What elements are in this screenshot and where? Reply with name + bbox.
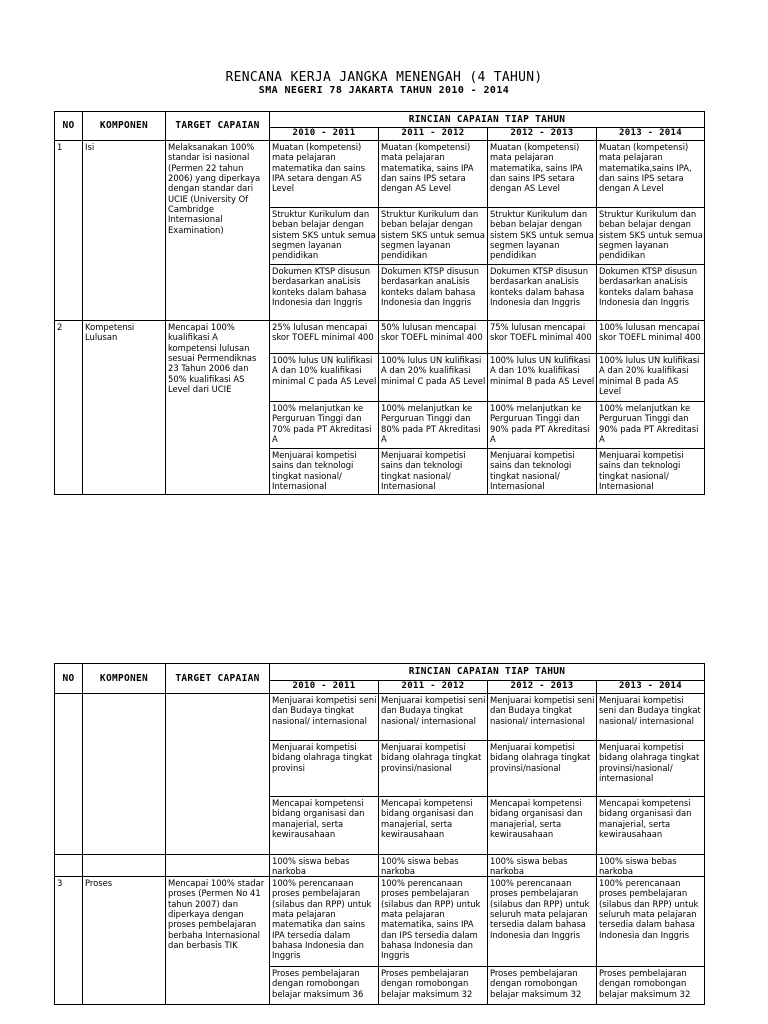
table-cell: 100% perencanaan proses pembelajaran (silabus dan RPP) untuk mata pelajaran matematika, sains IPA dan IPS tersedia dalam bahasa Indonesia dan Inggris	[379, 877, 488, 967]
table-cell: Mencapai kompetensi bidang organisasi dan manajerial, serta kewirausahaan	[597, 797, 705, 855]
row-number: 3	[55, 877, 83, 1005]
table-cell: Menjuarai kompetisi seni dan Budaya tingkat nasional/ internasional	[597, 694, 705, 741]
header-year: 2013 - 2014	[597, 128, 705, 141]
header-year: 2011 - 2012	[379, 681, 488, 694]
table-cell: 100% lulusan mencapai skor TOEFL minimal 400	[597, 321, 705, 354]
row-target: Melaksanakan 100% standar isi nasional (Permen 22 tahun 2006) yang diperkaya dengan standar dari UCIE (University Of Cambridge Internasional Examination)	[166, 141, 270, 321]
document-title: RENCANA KERJA JANGKA MENENGAH (4 TAHUN)	[225, 70, 543, 85]
table-cell: 50% lulusan mencapai skor TOEFL minimal 400	[379, 321, 488, 354]
document-subtitle: SMA NEGERI 78 JAKARTA TAHUN 2010 - 2014	[258, 85, 510, 96]
table-cell: Menjuarai kompetisi sains dan teknologi tingkat nasional/ Internasional	[488, 449, 597, 495]
table-cell: Menjuarai kompetisi seni dan Budaya tingkat nasional/ internasional	[379, 694, 488, 741]
table-cell: 100% melanjutkan ke Perguruan Tinggi dan 90% pada PT Akreditasi A	[488, 402, 597, 449]
table-cell: Menjuarai kompetisi sains dan teknologi tingkat nasional/ Internasional	[270, 449, 379, 495]
header-komponen: KOMPONEN	[83, 664, 166, 694]
table-cell: 100% melanjutkan ke Perguruan Tinggi dan 70% pada PT Akreditasi A	[270, 402, 379, 449]
table-cell: Menjuarai kompetisi seni dan Budaya tingkat nasional/ internasional	[488, 694, 597, 741]
row-target	[166, 694, 270, 855]
table-cell: Menjuarai kompetisi bidang olahraga tingkat provinsi	[270, 741, 379, 797]
table-cell: Proses pembelajaran dengan romobongan belajar maksimum 32	[379, 967, 488, 1005]
table-cell: 100% melanjutkan ke Perguruan Tinggi dan 90% pada PT Akreditasi A	[597, 402, 705, 449]
table-cell: 100% siswa bebas narkoba	[597, 855, 705, 877]
table-cell: 100% siswa bebas narkoba	[270, 855, 379, 877]
row-target: Mencapai 100% kualifikasi A kompetensi lulusan sesuai Permendiknas 23 Tahun 2006 dan 50% kualifikasi AS Level dari UCIE	[166, 321, 270, 495]
header-target: TARGET CAPAIAN	[166, 664, 270, 694]
table-cell: 25% lulusan mencapai skor TOEFL minimal 400	[270, 321, 379, 354]
table-cell: Muatan (kompetensi) mata pelajaran matematika, sains IPA dan sains IPS setara dengan AS Level	[379, 141, 488, 208]
table-cell: 100% perencanaan proses pembelajaran (silabus dan RPP) untuk mata pelajaran matematika dan sains IPA tersedia dalam bahasa Indonesia dan Inggris	[270, 877, 379, 967]
table-cell: Menjuarai kompetisi bidang olahraga tingkat provinsi/nasional/ internasional	[597, 741, 705, 797]
row-komponen: Proses	[83, 877, 166, 1005]
table-cell: 75% lulusan mencapai skor TOEFL minimal 400	[488, 321, 597, 354]
table-cell: Dokumen KTSP disusun berdasarkan anaLisis konteks dalam bahasa Indonesia dan Inggris	[379, 265, 488, 321]
row-komponen	[83, 855, 166, 877]
header-year: 2013 - 2014	[597, 681, 705, 694]
table-cell: Struktur Kurikulum dan beban belajar dengan sistem SKS untuk semua segmen layanan pendidikan	[597, 208, 705, 265]
header-rincian: RINCIAN CAPAIAN TIAP TAHUN	[270, 112, 705, 128]
plan-table-page-2	[54, 663, 705, 1005]
table-cell: 100% perencanaan proses pembelajaran (silabus dan RPP) untuk seluruh mata pelajaran tersedia dalam bahasa Indonesia dan Inggris	[597, 877, 705, 967]
header-komponen: KOMPONEN	[83, 112, 166, 141]
row-komponen: Isi	[83, 141, 166, 321]
table-cell: Proses pembelajaran dengan romobongan belajar maksimum 36	[270, 967, 379, 1005]
header-year: 2011 - 2012	[379, 128, 488, 141]
table-cell: Mencapai kompetensi bidang organisasi dan manajerial, serta kewirausahaan	[379, 797, 488, 855]
header-rincian: RINCIAN CAPAIAN TIAP TAHUN	[270, 664, 705, 681]
table-cell: Proses pembelajaran dengan romobongan belajar maksimum 32	[488, 967, 597, 1005]
header-target: TARGET CAPAIAN	[166, 112, 270, 141]
table-cell: 100% siswa bebas narkoba	[379, 855, 488, 877]
table-cell: Muatan (kompetensi) mata pelajaran matematika,sains IPA, dan sains IPS setara dengan A Level	[597, 141, 705, 208]
table-cell: Menjuarai kompetisi bidang olahraga tingkat provinsi/nasional	[379, 741, 488, 797]
table-cell: Struktur Kurikulum dan beban belajar dengan sistem SKS untuk semua segmen layanan pendidikan	[379, 208, 488, 265]
table-cell: Menjuarai kompetisi seni dan Budaya tingkat nasional/ internasional	[270, 694, 379, 741]
table-cell: Menjuarai kompetisi bidang olahraga tingkat provinsi/nasional	[488, 741, 597, 797]
plan-table-page-1	[54, 111, 705, 495]
table-cell: 100% perencanaan proses pembelajaran (silabus dan RPP) untuk seluruh mata pelajaran tersedia dalam bahasa Indonesia dan Inggris	[488, 877, 597, 967]
table-cell: 100% lulus UN kulifikasi A dan 10% kualifikasi minimal C pada AS Level	[270, 354, 379, 402]
table-cell: Menjuarai kompetisi sains dan teknologi tingkat nasional/ Internasional	[379, 449, 488, 495]
row-number: 2	[55, 321, 83, 495]
header-no: NO	[55, 112, 83, 141]
header-year: 2012 - 2013	[488, 681, 597, 694]
header-year: 2010 - 2011	[270, 128, 379, 141]
row-number	[55, 694, 83, 855]
table-cell: 100% lulus UN kulifikasi A dan 20% kualifikasi minimal C pada AS Level	[379, 354, 488, 402]
table-cell: Struktur Kurikulum dan beban belajar dengan sistem SKS untuk semua segmen layanan pendidikan	[270, 208, 379, 265]
table-cell: 100% lulus UN kulifikasi A dan 10% kualifikasi minimal B pada AS Level	[488, 354, 597, 402]
row-target: Mencapai 100% stadar proses (Permen No 41 tahun 2007) dan diperkaya dengan proses pembelajaran berbaha Internasional dan berbasis TIK	[166, 877, 270, 1005]
table-cell: 100% siswa bebas narkoba	[488, 855, 597, 877]
row-komponen	[83, 694, 166, 855]
row-target	[166, 855, 270, 877]
table-cell: Dokumen KTSP disusun berdasarkan anaLisis konteks dalam bahasa Indonesia dan Inggris	[597, 265, 705, 321]
table-cell: Proses pembelajaran dengan romobongan belajar maksimum 32	[597, 967, 705, 1005]
header-no: NO	[55, 664, 83, 694]
table-cell: Dokumen KTSP disusun berdasarkan anaLisis konteks dalam bahasa Indonesia dan Inggris	[488, 265, 597, 321]
table-cell: Menjuarai kompetisi sains dan teknologi tingkat nasional/ Internasional	[597, 449, 705, 495]
table-cell: Muatan (kompetensi) mata pelajaran matematika, sains IPA dan sains IPS setara dengan AS Level	[488, 141, 597, 208]
table-cell: 100% lulus UN kulifikasi A dan 20% kualifikasi minimal B pada AS Level	[597, 354, 705, 402]
table-cell: Mencapai kompetensi bidang organisasi dan manajerial, serta kewirausahaan	[488, 797, 597, 855]
table-cell: Muatan (kompetensi) mata pelajaran matematika dan sains IPA setara dengan AS Level	[270, 141, 379, 208]
table-cell: Struktur Kurikulum dan beban belajar dengan sistem SKS untuk semua segmen layanan pendidikan	[488, 208, 597, 265]
row-number: 1	[55, 141, 83, 321]
row-number	[55, 855, 83, 877]
row-komponen: Kompetensi Lulusan	[83, 321, 166, 495]
table-cell: Mencapai kompetensi bidang organisasi dan manajerial, serta kewirausahaan	[270, 797, 379, 855]
header-year: 2012 - 2013	[488, 128, 597, 141]
header-year: 2010 - 2011	[270, 681, 379, 694]
table-cell: Dokumen KTSP disusun berdasarkan anaLisis konteks dalam bahasa Indonesia dan Inggris	[270, 265, 379, 321]
table-cell: 100% melanjutkan ke Perguruan Tinggi dan 80% pada PT Akreditasi A	[379, 402, 488, 449]
